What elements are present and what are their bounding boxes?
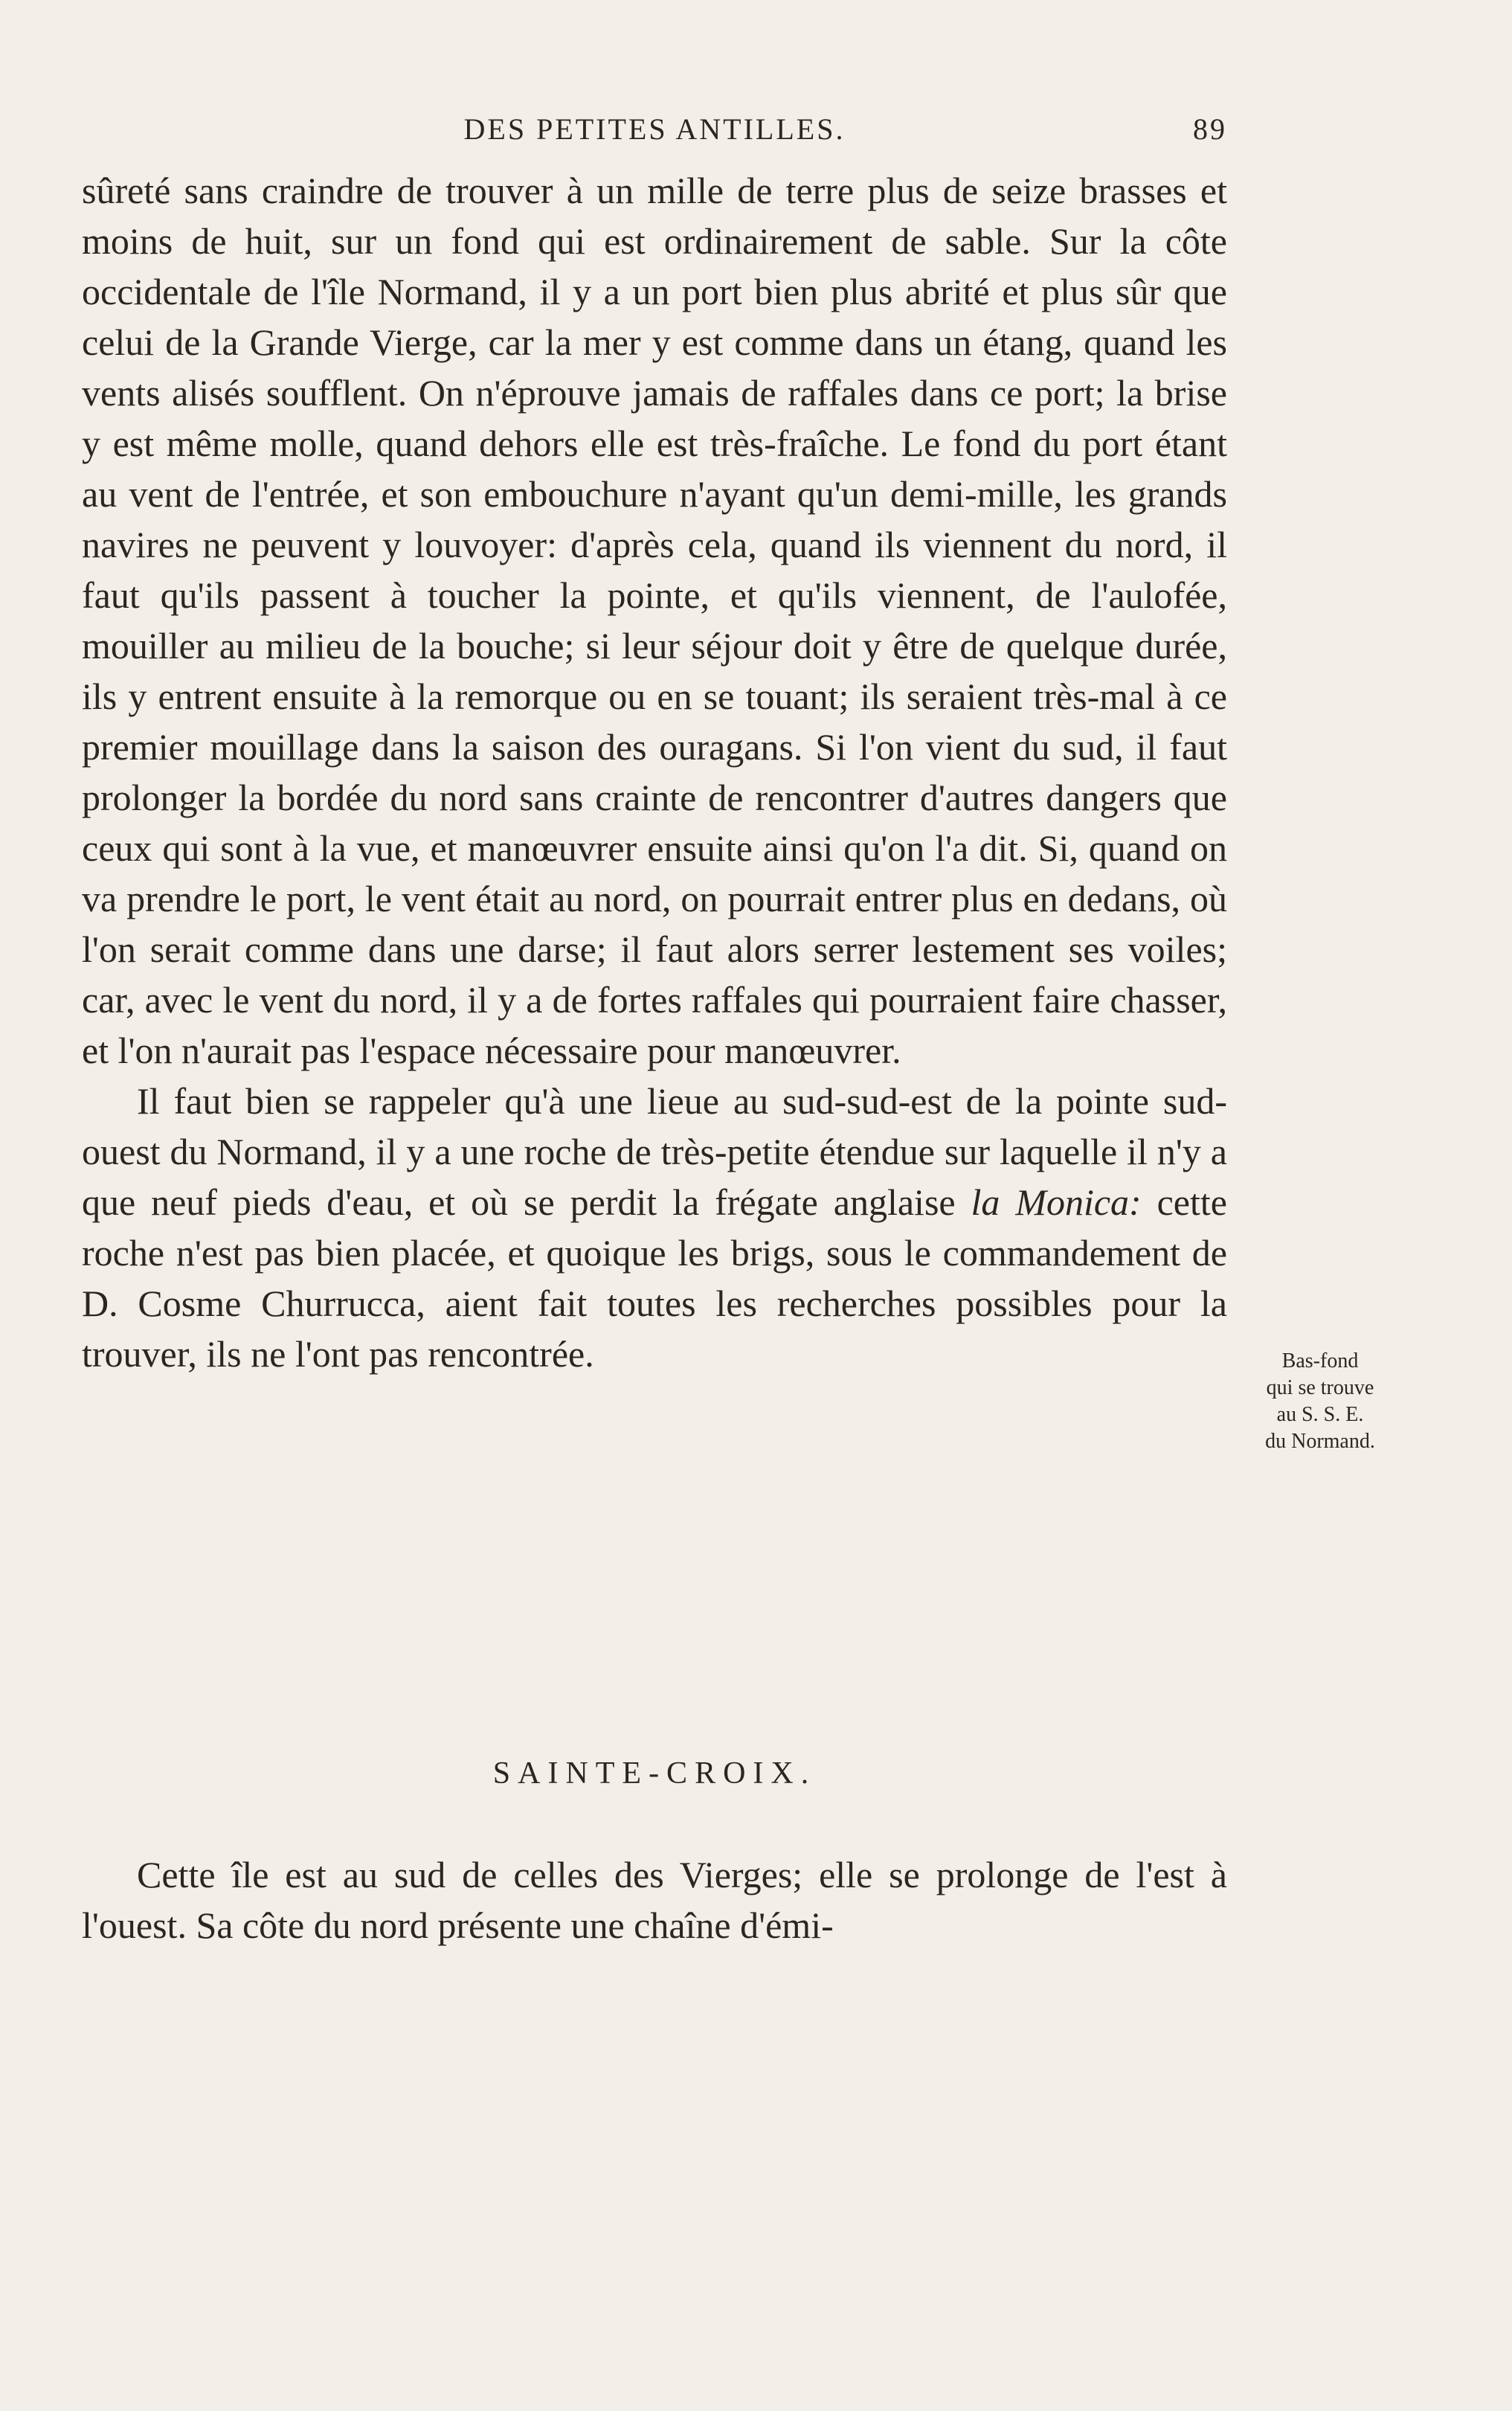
ship-name: la Monica:: [971, 1181, 1142, 1223]
section-text: [82, 1849, 1227, 1951]
section-heading: SAINTE-CROIX.: [492, 1756, 817, 1791]
paragraph-2: [82, 1076, 1227, 1379]
margin-note-line-4: du Normand.: [1265, 1430, 1375, 1453]
margin-note: [1235, 1348, 1406, 1455]
paragraph-1: sûreté sans craindre de trouver à un mille de terre plus de seize brasses et moins de huit, sur un fond qui est ordinairement de sable. Sur la côte occidentale de l'île Normand, il y a un port bien plus abrité et plus sûr que celui de la Grande Vierge, car la mer y est comme dans un étang, quand les vents alisés soufflent. On n'éprouve jamais de raffales dans ce port; la brise y est même molle, quand dehors elle est très-fraîche. Le fond du port étant au vent de l'entrée, et son embouchure n'ayant qu'un demi-mille, les grands navires ne peuvent y louvoyer: d'après cela, quand ils viennent du nord, il faut qu'ils passent à toucher la pointe, et qu'ils viennent, de l'aulofée, mouiller au milieu de la bouche; si leur séjour doit y être de quelque durée, ils y entrent ensuite à la remorque ou en se touant; ils seraient très-mal à ce premier mouillage dans la saison des ouragans. Si l'on vient du sud, il faut prolonger la bordée du nord sans crainte de rencontrer d'autres dangers que ceux qui sont à la vue, et manœuvrer ensuite ainsi qu'on l'a dit. Si, quand on va prendre le port, le vent était au nord, on pourrait entrer plus en dedans, où l'on serait comme dans une darse; il faut alors serrer lestement ses voiles; car, avec le vent du nord, il y a de fortes raffales qui pourraient faire chasser, et l'on n'aurait pas l'espace nécessaire pour manœuvrer.: [82, 170, 1227, 1071]
margin-note-line-2: qui se trouve: [1266, 1376, 1374, 1399]
paragraph-2-text-a: Il faut bien se rappeler qu'à une lieue au sud-sud-est de la pointe sud-ouest du Normand, il y a une roche de très-petite étendue sur laquelle il n'y a que neuf pieds d'eau, et où se perdit la frégate anglaise: [82, 1080, 1227, 1223]
paragraph-2-text-b: cette roche n'est pas bien placée, et quoique les brigs, sous le commandement de D. Cosme Churrucca, aient fait toutes les recherches possibles pour la trouver, ils ne l'ont pas rencontrée.: [82, 1181, 1227, 1375]
page-number: 89: [1193, 112, 1227, 146]
section-paragraph: Cette île est au sud de celles des Vierges; elle se prolonge de l'est à l'ouest. Sa côte du nord présente une chaîne d'émi-: [82, 1854, 1227, 1946]
margin-note-line-3: au S. S. E.: [1276, 1403, 1364, 1426]
running-title: DES PETITES ANTILLES.: [463, 112, 846, 146]
main-text: [82, 165, 1227, 1379]
running-head: [82, 112, 1227, 156]
margin-note-line-1: Bas-fond: [1281, 1349, 1359, 1373]
